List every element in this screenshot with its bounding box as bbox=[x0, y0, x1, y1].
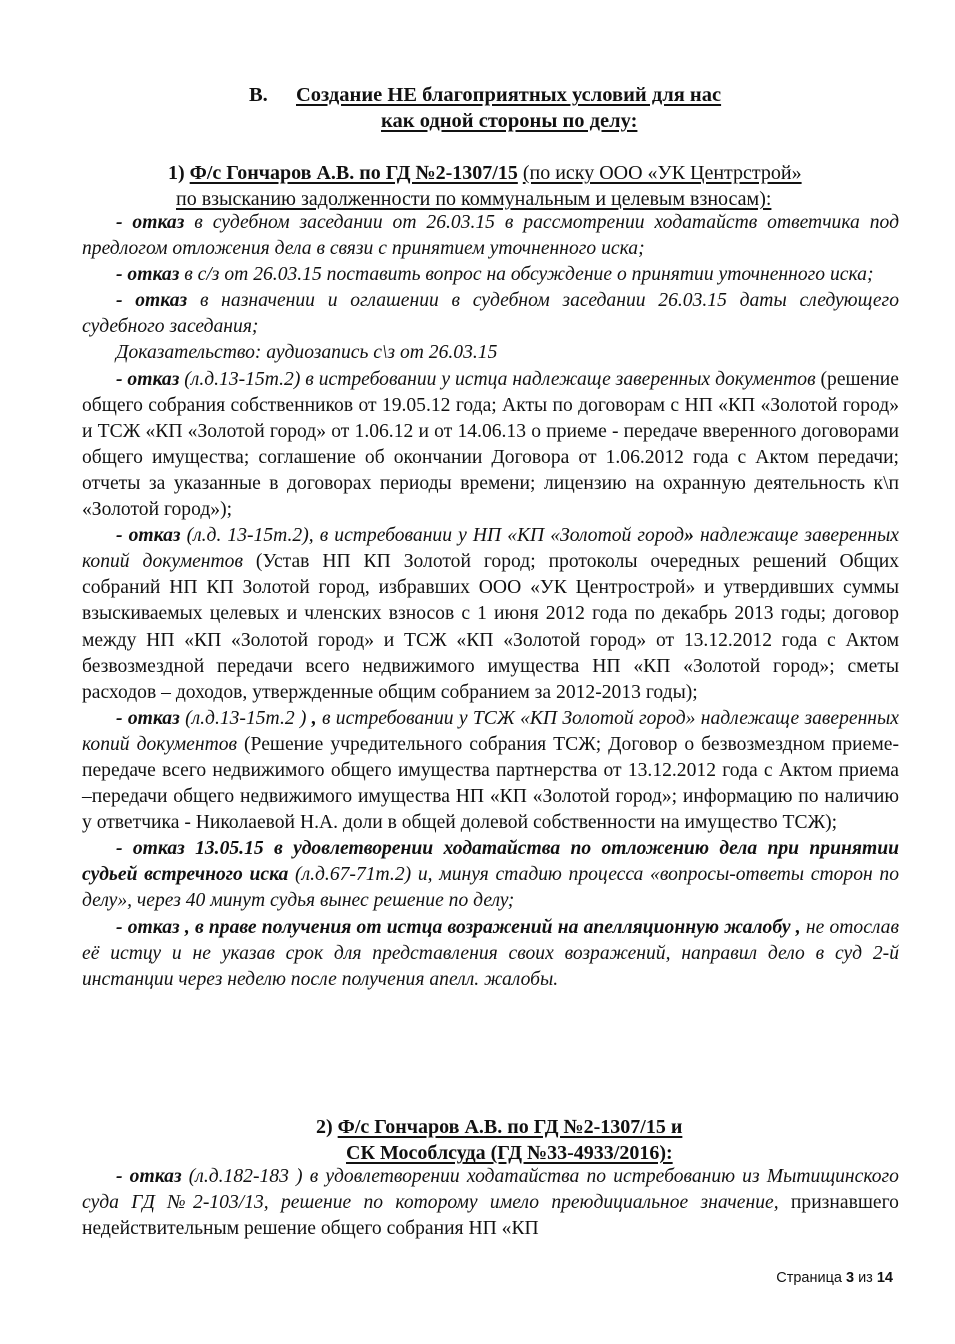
item1-evidence: Доказательство: аудиозапись с\з от 26.03.15 bbox=[116, 342, 498, 364]
item1-paragraph-7: - отказ (л.д.13-15т.2 ) , в истребовании у ТСЖ «КП Золотой город» надлежаще заверенных копий документов (Решение учредительного собрания ТСЖ; Договор о безвозмездном приеме-передаче всего недвижимого общего имущества партнерства от 13.12.2012 года с Актом приема –передачи общего недвижимого имущества НП «КП «Золотой город»; информацию по наличию у ответчика - Николаевой Н.А. доли в общей долевой собственности на имущество ТСЖ); bbox=[82, 707, 899, 834]
item1-paragraph-5: - отказ (л.д.13-15т.2) в истребовании у истца надлежаще заверенных документов (решение общего собрания собственников от 19.05.12 года; Акты по договорам с НП «КП «Золотой город» и ТСЖ «КП «Золотой город» от 1.06.12 и от 14.06.13 о приеме - передаче вверенного договорами общего имущества; соглашение об окончании Договора от 1.06.2012 года с Актом передачи; отчеты за указанные в договорах периоды времени; лицензию на охранную деятельность к\п «Золотой город»); bbox=[82, 368, 899, 521]
section-title-line2: как одной стороны по делу: bbox=[381, 110, 638, 132]
page-number: Страница 3 из 14 bbox=[776, 1270, 893, 1286]
item2-case-ref-line1: Ф/с Гончаров А.В. по ГД №2-1307/15 и bbox=[337, 1116, 683, 1138]
item1-case-ref: Ф/с Гончаров А.В. по ГД №2-1307/15 bbox=[189, 162, 518, 184]
item2-case-ref-line2: СК Мособлсуда (ГД №33-4933/2016): bbox=[346, 1142, 673, 1164]
item1-paragraph-8: - отказ 13.05.15 в удовлетворении ходатайства по отложению дела при принятии судьей встречного иска (л.д.67-71т.2) и, минуя стадию процесса «вопросы-ответы сторон по делу», через 40 минут судья вынес решение по делу; bbox=[82, 838, 899, 912]
section-letter: В. bbox=[249, 84, 268, 106]
item1-claim-line1: (по иску ООО «УК Центрстрой» bbox=[522, 162, 802, 184]
item2-number: 2) bbox=[316, 1116, 333, 1138]
item2-paragraph-1: - отказ (л.д.182-183 ) в удовлетворении ходатайства по истребованию из Мытищинского суда ГД №2-103/13, решение по которому имело преюдициальное значение, признавшего недействительным решение общего собрания НП «КП bbox=[82, 1166, 899, 1240]
item1-number: 1) bbox=[168, 162, 185, 184]
item1-claim-line2: по взысканию задолженности по коммунальным и целевым взносам): bbox=[176, 188, 772, 210]
item1-paragraph-1: - отказ в судебном заседании от 26.03.15 в рассмотрении ходатайств ответчика под предлогом отложения дела в связи с принятием уточненного иска; bbox=[82, 212, 899, 260]
section-title-line1: Создание НЕ благоприятных условий для нас bbox=[296, 84, 722, 106]
item1-paragraph-9: - отказ , в праве получения от истца возражений на апелляционную жалобу , не отослав её истцу и не указав срок для представления своих возражений, направил дело в суд 2-й инстанции через неделю после получения апелл. жалобы. bbox=[82, 916, 899, 990]
item1-paragraph-6: - отказ (л.д. 13-15т.2), в истребовании у НП «КП «Золотой город» надлежаще заверенных копий документов (Устав НП КП Золотой город; протоколы очередных решений Общих собраний НП КП Золотой город, избравших ООО «УК Центрострой» и утвердивших суммы взыскиваемых целевых и членских взносов с 1 июня 2012 года по декабрь 2013 годы; договор между НП «КП «Золотой город» и ТСЖ «КП «Золотой город» от 13.12.2012 года с Актом безвозмездной передачи всего недвижимого имущества НП «КП «Золотой город»; сметы расходов – доходов, утвержденные общим собранием за 2012-2013 годы); bbox=[82, 525, 899, 703]
item1-paragraph-2: - отказ в с/з от 26.03.15 поставить вопрос на обсуждение о принятии уточненного иска; bbox=[116, 264, 874, 286]
item2-body bbox=[82, 1164, 899, 1242]
item1-body bbox=[82, 210, 899, 993]
item1-paragraph-3: - отказ в назначении и оглашении в судебном заседании 26.03.15 даты следующего судебного заседания; bbox=[82, 290, 899, 338]
